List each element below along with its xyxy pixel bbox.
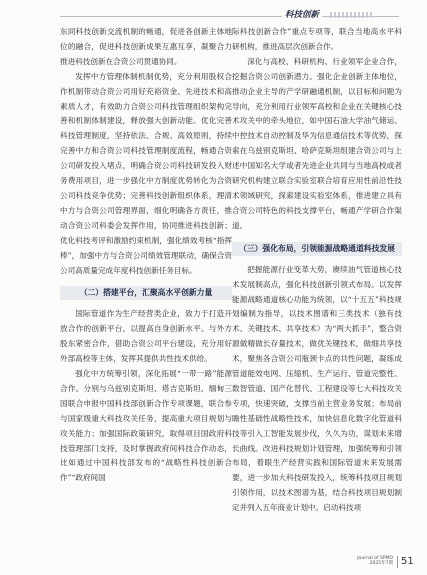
paragraph: 发挥中方管理体制机制优势，充分利用股权合作机制带动合资公司用好充裕资金、先进技术和高素质人才，有效助力合资公司科技管理组织架构完善和机制体制建设，释放强大创新动能。优化完善科技管理制度，坚持依法、合规、高效原则，持续完善中方和合资公司科技管理制度流程，畅通合资公司研发投入堵点，明确合资公司科技研发投入财务费用项目，进一步强化中方制度优势转化为合资公司科技竞争优势；完善科技创新组织体系，理清中方与合资公司管理界面，细化明确各方责任，推动合资公司科委会发挥作用，协同推进科技创新；优化科技考评和激励约束机制，强化绩效考核“指挥棒”，加强中方与合资公司绩效管理联动，确保合资公司高质量完成年度科技创新任务目标。: [60, 71, 232, 275]
paragraph: 国际管道作为生产经营类企业，致力于打造开放合作的创新平台，以提高自身创新水平。与外方股东紧密合作，借助合资公司平台建设，充分用好外部高校等主体，发挥其提供共性技术供给。: [60, 309, 232, 364]
journal-issue: 2025年7期: [369, 561, 393, 566]
header-decoration: [330, 12, 374, 18]
right-column: [232, 25, 402, 516]
journal-name: Journal of SPMO: [357, 556, 393, 561]
section-heading: （二）搭建平台，汇聚高水平创新力量: [60, 286, 232, 300]
paragraph: 际科技创新合作”重点专项等，联合当地高水平科研机构，推进高层次创新合作。: [232, 27, 402, 51]
paragraph: 把握能源行业变革大势，赓续油气管道核心技术发展制高点，强化科技创新引领式布局。以发挥能源战略通道核心功能为统领，以“十五五”科技规划编制为指导，以技术图谱和三类技术（独有技术、关键技术、共享技术）为“两大抓手”，整合资源做精做长存量技术，做优关键技术，做细共享技术，聚焦各合资公司瓶颈卡点的共性问题，凝练成管道能效电网、压缩机、生产运行、管道完整性、数智管道、国产化替代、工程建设等七大科技攻关专项，快速突破，支撑当前主营业务发展；布局前瞻性基础性战略性技术，加快信息化数字化管道科技等引入工智能发展步伐，久久为功，谋划未来增长曲线。改进科技规划计划管理，加强统筹和引领布局，着眼生产经营实践和国际管道未来发展需要，进一步加大科技研发投入，统筹科技项目规划引领作用，以技术图谱为基，结合科技项目规划制定并列入五年商业计划中。启动科技项: [232, 264, 402, 513]
page-header: [0, 0, 427, 24]
section-heading: （三）强化布局，引领能源战略通道科技发展: [232, 242, 402, 256]
journal-info: [355, 556, 393, 566]
left-column: [60, 25, 232, 486]
paragraph: 深化与高校、科研机构、行业领军企业合作，挖掘合资公司创新潜力。强化企业创新主体地位，推动企业主导的产学研融通机制，以目标和问题为导向，充分利用行业领军高校和企业在关键核心技术攻关中的牵头地位，如中国石油大学油气储运、中控技术自动控制及华为信息通信技术等优势，探索在乌兹别克斯坦、哈萨克斯坦组建合资公司与上述中国知名大学或者先进企业共同与当地高校或者研究机构建立联合实验室联合培育应用性前沿性技术领域研究，探索建设实验室体系，推进建立具有合资公司特色的科技支撑平台，畅通产学研合作渠道。: [232, 56, 402, 230]
section-label: 科技创新: [282, 8, 322, 20]
paragraph: 强化中方统筹引领，深化拓展“一带一路”能源合作。分别与乌兹别克斯坦、塔吉克斯坦、缅甸三国联合申报中国科技部创新合作专项课题，联合参与国家级重大科技攻关任务，提高重大项目规划与攻关能力；加强国际政策研究，取得项目国政府科技管理部门支持，及时掌握政府间科技合作动态，比如通过中国科技部发布的“战略性科技创新合作”“政府间国: [60, 369, 232, 483]
page-footer: [355, 556, 415, 570]
page-number: 51: [397, 556, 414, 568]
paragraph: 东同科技创新交流机制的畅通，促进各创新主体地位的融合，促进科技创新成果互惠互享，凝聚合力推进科技创新在合资公司贯通协同。: [60, 27, 232, 66]
